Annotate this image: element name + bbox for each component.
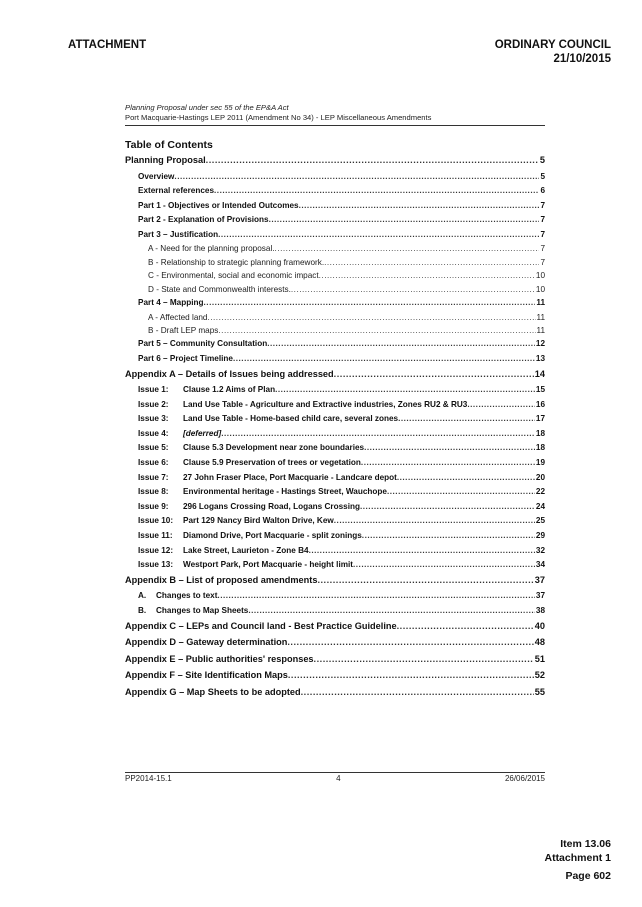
toc-entry-page: 52: [534, 670, 545, 680]
toc-entry-page: 37: [535, 591, 545, 601]
toc-entry-title: [138, 298, 204, 307]
document-subtitle: Planning Proposal under sec 55 of the EP&A Act: [125, 103, 289, 112]
toc-dot-leader: [299, 201, 540, 210]
toc-entry-text: Environmental heritage - Hastings Street, Wauchope: [183, 487, 387, 497]
toc-entry-text: [deferred]: [183, 428, 222, 438]
toc-dot-leader: [214, 186, 539, 195]
toc-entry-page: 11: [536, 298, 545, 308]
toc-entry: [125, 443, 545, 458]
toc-dot-leader: [218, 326, 535, 335]
toc-entry: [125, 606, 545, 621]
toc-entry-page: 10: [535, 284, 545, 294]
toc-entry-title: [138, 560, 353, 569]
toc-entry-text: Part 4 – Mapping: [138, 298, 204, 308]
toc-entry-text: Appendix G – Map Sheets to be adopted: [125, 686, 301, 697]
toc-entry-text: Changes to Map Sheets: [156, 605, 249, 615]
toc-entry-label: Issue 5:: [138, 443, 169, 453]
toc-entry: [125, 258, 545, 271]
toc-entry-text: A - Need for the planning proposal.: [148, 244, 275, 254]
toc-entry-title: [138, 201, 299, 210]
toc-entry-page: 13: [535, 354, 545, 363]
toc-entry-page: 32: [535, 545, 545, 555]
table-of-contents: [125, 155, 545, 703]
toc-entry-page: 5: [540, 171, 545, 181]
toc-dot-leader: [287, 637, 533, 647]
toc-entry-text: Appendix A – Details of Issues being addressed: [125, 368, 334, 379]
toc-entry: [125, 591, 545, 606]
toc-dot-leader: [353, 560, 535, 569]
footer-page-number: 4: [336, 774, 341, 783]
toc-entry-title: [138, 230, 218, 239]
toc-entry-page: 6: [540, 186, 545, 196]
toc-entry-text: Part 129 Nancy Bird Walton Drive, Kew: [183, 516, 334, 526]
toc-entry-title: [138, 443, 364, 452]
toc-dot-leader: [309, 546, 535, 555]
toc-entry-text: Appendix E – Public authorities' responses: [125, 653, 314, 664]
toc-entry-page: 11: [536, 312, 545, 322]
attachment-header: ATTACHMENT: [68, 39, 147, 51]
toc-dot-leader: [218, 230, 539, 239]
toc-dot-leader: [334, 516, 535, 525]
toc-entry-title: [148, 326, 218, 335]
toc-entry-label: A.: [138, 591, 147, 601]
toc-dot-leader: [324, 258, 539, 267]
toc-entry-text: Land Use Table - Agriculture and Extractive industries, Zones RU2 & RU3: [183, 399, 468, 409]
toc-dot-leader: [360, 502, 535, 511]
toc-dot-leader: [221, 429, 535, 438]
toc-entry-page: 25: [535, 516, 545, 526]
toc-entry-text: Changes to text: [156, 591, 218, 601]
toc-entry-title: [138, 172, 174, 181]
toc-entry-page: 34: [535, 560, 545, 570]
toc-entry-text: Part 2 - Explanation of Provisions: [138, 215, 269, 225]
toc-entry-title: [125, 621, 397, 631]
toc-dot-leader: [361, 458, 535, 467]
toc-entry-title: [148, 244, 275, 253]
toc-entry-title: [148, 313, 207, 322]
toc-entry-page: 18: [535, 428, 545, 438]
toc-entry: [125, 186, 545, 201]
toc-entry-text: Overview: [138, 171, 175, 181]
toc-entry-text: B - Draft LEP maps: [148, 326, 219, 336]
toc-dot-leader: [267, 339, 535, 348]
toc-entry-title: [138, 531, 362, 540]
toc-dot-leader: [207, 313, 535, 322]
toc-entry-page: 48: [534, 637, 545, 647]
toc-entry-title: [148, 285, 291, 294]
toc-entry-text: External references: [138, 186, 215, 196]
toc-entry-text: Clause 5.9 Preservation of trees or vegetation: [183, 458, 361, 468]
toc-entry: [125, 385, 545, 400]
toc-entry-page: 7: [540, 257, 545, 267]
footer-date: 26/06/2015: [504, 774, 545, 783]
toc-entry-title: [138, 400, 467, 409]
toc-entry: [125, 487, 545, 502]
toc-entry-title: [138, 339, 267, 348]
toc-dot-leader: [467, 400, 535, 409]
toc-entry-page: 14: [534, 368, 545, 379]
toc-entry-text: 296 Logans Crossing Road, Logans Crossing: [183, 501, 360, 511]
toc-entry-text: C - Environmental, social and economic impact: [148, 271, 319, 281]
toc-entry-text: Appendix D – Gateway determination: [125, 637, 288, 647]
toc-entry-title: [138, 385, 275, 394]
toc-entry-text: Lake Street, Laurieton - Zone B4: [183, 545, 309, 555]
toc-entry-text: Appendix F – Site Identification Maps: [125, 670, 288, 680]
toc-entry-label: Issue 7:: [138, 472, 169, 482]
toc-entry-page: 22: [535, 487, 545, 497]
toc-entry-title: [148, 258, 324, 267]
toc-dot-leader: [301, 687, 534, 697]
toc-entry-text: Land Use Table - Home-based child care, several zones: [183, 414, 399, 424]
toc-entry-title: [138, 516, 334, 525]
toc-entry-label: B.: [138, 605, 147, 615]
toc-dot-leader: [398, 414, 535, 423]
toc-entry-label: Issue 4:: [138, 428, 169, 438]
toc-dot-leader: [275, 244, 540, 253]
toc-entry-label: Issue 6:: [138, 458, 169, 468]
toc-entry: [125, 400, 545, 415]
toc-entry-label: Issue 1:: [138, 385, 169, 395]
toc-entry-title: [125, 575, 317, 585]
toc-entry-page: 7: [540, 244, 545, 254]
toc-dot-leader: [362, 531, 535, 540]
toc-dot-leader: [364, 443, 535, 452]
toc-entry-page: 7: [540, 215, 545, 225]
toc-entry: [125, 637, 545, 654]
toc-dot-leader: [206, 155, 539, 165]
toc-entry-title: [138, 186, 214, 195]
toc-dot-leader: [248, 606, 535, 615]
toc-entry-title: [138, 502, 360, 511]
toc-entry-title: [138, 606, 248, 615]
toc-entry-title: [125, 670, 288, 680]
toc-entry-text: B - Relationship to strategic planning framework.: [148, 257, 325, 267]
document-page: [125, 103, 545, 703]
toc-entry: [125, 575, 545, 592]
toc-entry-label: Issue 10:: [138, 516, 174, 526]
toc-entry-page: 7: [540, 229, 545, 239]
toc-entry-label: Issue 12:: [138, 545, 174, 555]
toc-dot-leader: [291, 285, 535, 294]
meeting-header: [495, 38, 611, 66]
toc-entry-page: 17: [535, 414, 545, 424]
toc-entry-page: 37: [534, 574, 545, 585]
meeting-date: 21/10/2015: [553, 53, 611, 65]
toc-entry-title: [138, 473, 397, 482]
toc-entry-text: Part 1 - Objectives or Intended Outcomes: [138, 200, 299, 210]
toc-entry-page: 16: [535, 399, 545, 409]
toc-entry-text: Clause 5.3 Development near zone boundaries: [183, 443, 365, 453]
toc-entry-page: 20: [535, 472, 545, 482]
toc-entry: [125, 271, 545, 284]
toc-entry: [125, 354, 545, 369]
toc-entry-page: 24: [535, 501, 545, 511]
toc-entry: [125, 670, 545, 687]
toc-dot-leader: [288, 670, 534, 680]
toc-dot-leader: [204, 298, 536, 307]
toc-entry-text: Planning Proposal: [125, 155, 206, 165]
toc-entry: [125, 285, 545, 298]
toc-entry-text: Appendix C – LEPs and Council land - Best Practice Guideline: [125, 620, 397, 631]
toc-entry-title: [138, 414, 398, 423]
toc-entry-label: Issue 13:: [138, 560, 174, 570]
toc-dot-leader: [387, 487, 535, 496]
toc-entry-title: [138, 458, 361, 467]
toc-entry: [125, 326, 545, 339]
toc-dot-leader: [174, 172, 539, 181]
toc-entry-title: [138, 354, 233, 363]
toc-entry: [125, 201, 545, 216]
toc-entry-title: [138, 429, 221, 438]
toc-entry-page: 55: [534, 686, 545, 697]
toc-entry-title: [138, 215, 269, 224]
toc-entry-text: Part 5 – Community Consultation: [138, 339, 268, 349]
toc-entry-page: 10: [535, 271, 545, 281]
toc-entry: [125, 369, 545, 386]
toc-entry-page: 7: [540, 200, 545, 210]
item-number: Item 13.06: [560, 838, 611, 850]
toc-entry: [125, 215, 545, 230]
toc-title: Table of Contents: [125, 139, 213, 151]
toc-entry: [125, 313, 545, 326]
toc-entry-title: [138, 487, 387, 496]
toc-dot-leader: [317, 575, 533, 585]
toc-entry-page: 29: [535, 531, 545, 541]
toc-entry-page: 11: [536, 326, 545, 336]
toc-entry: [125, 531, 545, 546]
toc-entry-text: Clause 1.2 Aims of Plan: [183, 385, 276, 395]
toc-entry: [125, 654, 545, 671]
toc-entry-page: 38: [535, 605, 545, 615]
toc-entry: [125, 458, 545, 473]
toc-entry-title: [125, 369, 334, 379]
toc-entry-text: D - State and Commonwealth interests.: [148, 284, 291, 294]
toc-entry: [125, 414, 545, 429]
toc-entry-title: [125, 155, 206, 165]
toc-entry: [125, 516, 545, 531]
toc-entry: [125, 560, 545, 575]
toc-entry-label: Issue 3:: [138, 414, 169, 424]
toc-entry-title: [138, 591, 217, 600]
agenda-page-number: Page 602: [565, 870, 611, 882]
toc-entry-title: [125, 687, 301, 697]
toc-dot-leader: [314, 654, 534, 664]
toc-entry: [125, 172, 545, 187]
meeting-name: ORDINARY COUNCIL: [494, 39, 611, 51]
toc-entry-label: Issue 2:: [138, 399, 169, 409]
document-footer: [125, 772, 545, 783]
toc-entry-label: Issue 11:: [138, 531, 173, 541]
toc-entry-page: 19: [535, 458, 545, 468]
toc-entry-label: Issue 8:: [138, 487, 169, 497]
toc-entry-text: A - Affected land: [148, 312, 208, 322]
toc-entry: [125, 230, 545, 245]
toc-entry: [125, 621, 545, 638]
toc-entry-title: [125, 654, 314, 664]
toc-entry-title: [148, 271, 319, 280]
toc-entry-text: Part 3 – Justification: [138, 229, 219, 239]
toc-entry-text: Part 6 – Project Timeline: [138, 354, 233, 363]
toc-entry: [125, 244, 545, 257]
toc-dot-leader: [217, 591, 534, 600]
toc-entry-text: Appendix B – List of proposed amendments: [125, 574, 318, 585]
toc-entry: [125, 502, 545, 517]
toc-entry-text: Westport Park, Port Macquarie - height limit: [183, 560, 353, 570]
toc-entry: [125, 473, 545, 488]
document-amendment-title: Port Macquarie-Hastings LEP 2011 (Amendment No 34) - LEP Miscellaneous Amendments: [125, 113, 432, 122]
toc-dot-leader: [275, 385, 535, 394]
toc-entry: [125, 429, 545, 444]
toc-entry-page: 40: [534, 620, 545, 631]
toc-entry-text: Diamond Drive, Port Macquarie - split zonings: [183, 531, 362, 541]
toc-entry-text: 27 John Fraser Place, Port Macquarie - Landcare depot: [183, 472, 397, 482]
toc-entry-page: 15: [535, 385, 545, 395]
toc-entry: [125, 687, 545, 704]
toc-dot-leader: [397, 473, 535, 482]
header-rule: [125, 125, 545, 126]
toc-entry-page: 5: [539, 155, 545, 165]
toc-entry: [125, 546, 545, 561]
toc-dot-leader: [233, 354, 535, 363]
toc-entry-page: 18: [535, 443, 545, 453]
toc-entry-page: 12: [535, 339, 545, 349]
toc-dot-leader: [397, 621, 534, 631]
toc-entry: [125, 155, 545, 172]
attachment-number: Attachment 1: [544, 852, 611, 864]
toc-entry-title: [125, 637, 287, 647]
toc-entry: [125, 339, 545, 354]
toc-dot-leader: [319, 271, 535, 280]
toc-entry-page: 51: [534, 653, 545, 664]
toc-dot-leader: [269, 215, 540, 224]
footer-reference: PP2014-15.1: [125, 774, 172, 783]
toc-dot-leader: [334, 369, 534, 379]
toc-entry-title: [138, 546, 309, 555]
toc-entry-label: Issue 9:: [138, 501, 169, 511]
toc-entry: [125, 298, 545, 313]
